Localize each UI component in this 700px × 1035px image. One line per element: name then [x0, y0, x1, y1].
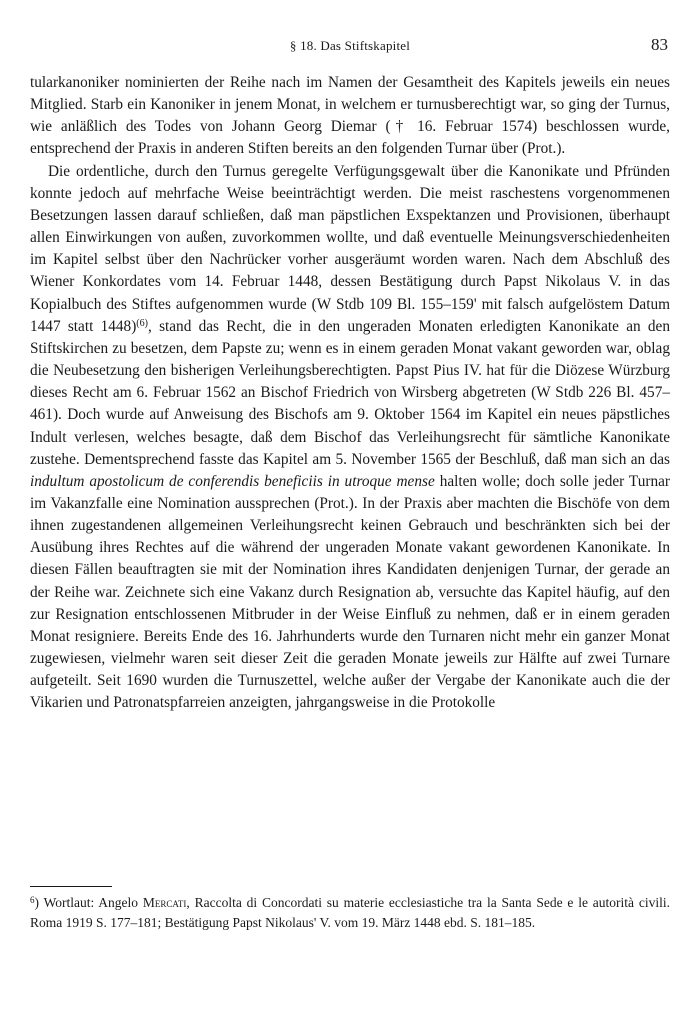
body-text	[30, 72, 670, 715]
paragraph-2-text-a: Die ordentliche, durch den Turnus geregelte Verfügungsgewalt über die Kanonikate und Pfründen konnte jedoch auf mehrfache Weise beeinträchtigt werden. Die meist raschestens vorgenommenen Besetzungen lassen darauf schließen, daß man päpstlichen Exspektanzen und Provisionen, überhaupt allen Einwirkungen von außen, zuvorkommen wollte, und daß eventuelle Meinungsverschiedenheiten im Kapitel selbst über den Nachrücker vorher ausgeräumt worden waren. Nach dem Abschluß des Wiener Konkordates vom 14. Februar 1448, dessen Bestätigung durch Papst Nikolaus V. in das Kopialbuch des Stiftes aufgenommen wurde (W Stdb 109 Bl. 155–159' mit falsch aufgelöstem Datum 1447 statt 1448)	[30, 162, 670, 335]
latin-quote: indultum apostolicum de conferendis beneficiis in utroque mense	[30, 472, 435, 490]
paragraph-2-text-c: halten wolle; doch solle jeder Turnar im Vakanzfalle eine Nomination aussprechen (Prot.). In der Praxis aber machten die Bischöfe von dem ihnen zugestandenen allgemeinen Verleihungsrecht keinen Gebrauch und beschränkten sich bei der Ausübung ihres Rechtes auf die während der ungeraden Monate vakant gewordenen Kanonikate. In diesen Fällen beauftragten sie mit der Nomination ihres Kandidaten denjenigen Turnar, der gerade an der Reihe war. Zeichnete sich eine Vakanz durch Resignation ab, versuchte das Kapitel häufig, auf den zur Resignation entschlossenen Mitbruder in der Weise Einfluß zu nehmen, daß er in einem geraden Monat resigniere. Bereits Ende des 16. Jahrhunderts wurde den Turnaren nicht mehr ein ganzer Monat zugewiesen, vielmehr waren seit dieser Zeit die geraden Monate jeweils zur Hälfte auf zwei Turnare aufgeteilt. Seit 1690 wurden die Turnuszettel, welche außer der Vergabe der Kanonikate auch die der Vikarien und Patronatspfarreien anzeigten, jahrgangsweise in die Protokolle	[30, 472, 670, 712]
footnote-reference-number: 6	[139, 317, 145, 329]
footnote-text-a: ) Wortlaut: Angelo	[34, 895, 143, 910]
page-header	[30, 35, 670, 62]
footnote-number: 6	[30, 895, 35, 905]
running-head: § 18. Das Stiftskapitel	[289, 38, 411, 53]
footnote-text-b: , Raccolta di Concordati su materie ecclesiastiche tra la Santa Sede e le autorità civili. Roma 1919 S. 177–181; Bestätigung Papst Nikolaus' V. vom 19. März 1448 ebd. S. 181–185.	[30, 895, 670, 930]
footnote-author: Mercati	[142, 895, 187, 910]
paragraph-2-text-b: , stand das Recht, die in den ungeraden Monaten erledigten Kanonikate an den Stiftskirchen zu besetzen, dem Papste zu; wenn es in einem geraden Monat vakant geworden war, oblag die Neubesetzung den bisherigen Verleihungsberechtigten. Papst Pius IV. hat für die Diözese Würzburg dieses Recht am 6. Februar 1562 an Bischof Friedrich von Wirsberg abgetreten (W Stdb 226 Bl. 457–461). Doch wurde auf Anweisung des Bischofs am 9. Oktober 1564 im Kapitel ein neues päpstliches Indult verlesen, welches besagte, daß dem Bischof das Verleihungsrecht für sämtliche Kanonikate zustehe. Dementsprechend fasste das Kapitel am 5. November 1565 der Beschluß, daß man sich an das	[30, 317, 670, 468]
footnote	[30, 893, 670, 932]
page-number: 83	[651, 35, 668, 54]
paragraph-1-text: tularkanoniker nominierten der Reihe nach im Namen der Gesamtheit des Kapitels jeweils ein neues Mitglied. Starb ein Kanoniker in jenem Monat, in welchem er turnusberechtigt war, so ging der Turnus, wie anläßlich des Todes von Johann Georg Diemar († 16. Februar 1574) beschlossen wurde, entsprechend der Praxis in anderen Stiften bereits an den folgenden Turnar über (Prot.).	[30, 74, 670, 158]
paragraph-2	[30, 161, 670, 715]
footnote-reference[interactable]: (6)	[136, 317, 148, 329]
paragraph-1	[30, 72, 670, 161]
footnote-rule	[30, 886, 112, 887]
